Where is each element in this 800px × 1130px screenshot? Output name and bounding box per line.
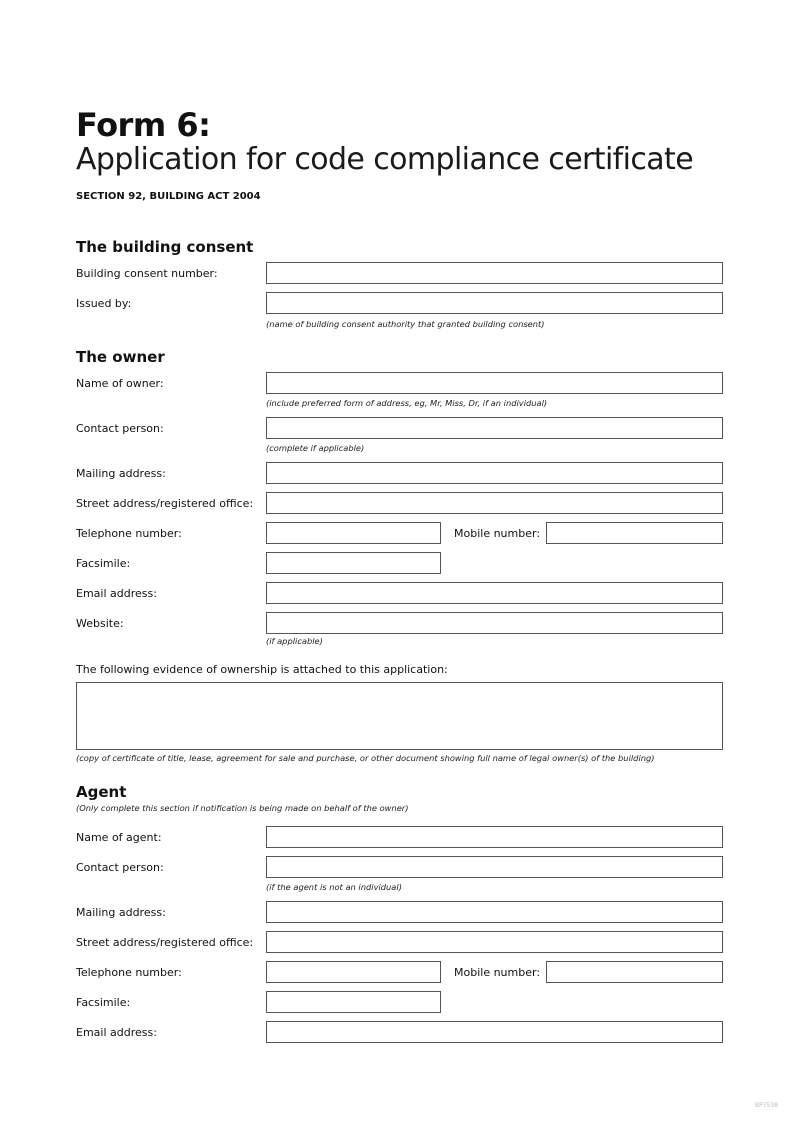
owner-website-field[interactable] — [266, 612, 723, 634]
section-heading-agent: Agent — [76, 783, 127, 801]
label-owner-phone: Telephone number: — [76, 527, 182, 540]
agent-subnote: (Only complete this section if notification is being made on behalf of the owner) — [76, 803, 409, 813]
statute-reference: SECTION 92, BUILDING ACT 2004 — [76, 191, 261, 202]
owner-mailing-field[interactable] — [266, 462, 723, 484]
agent-email-field[interactable] — [266, 1021, 723, 1043]
owner-website-note: (if applicable) — [266, 636, 323, 646]
label-owner-name: Name of owner: — [76, 377, 164, 390]
label-agent-email: Email address: — [76, 1026, 157, 1039]
evidence-note: (copy of certificate of title, lease, agreement for sale and purchase, or other document showing full name of legal owner(s) of the building) — [76, 753, 655, 763]
label-evidence: The following evidence of ownership is attached to this application: — [76, 663, 448, 676]
label-owner-website: Website: — [76, 617, 124, 630]
consent-number-field[interactable] — [266, 262, 723, 284]
label-agent-name: Name of agent: — [76, 831, 162, 844]
label-agent-phone: Telephone number: — [76, 966, 182, 979]
label-agent-fax: Facsimile: — [76, 996, 131, 1009]
agent-contact-field[interactable] — [266, 856, 723, 878]
document-code: BP7538 — [755, 1102, 779, 1109]
agent-mailing-field[interactable] — [266, 901, 723, 923]
owner-mobile-field[interactable] — [546, 522, 723, 544]
agent-name-field[interactable] — [266, 826, 723, 848]
label-owner-email: Email address: — [76, 587, 157, 600]
agent-street-field[interactable] — [266, 931, 723, 953]
section-heading-building-consent: The building consent — [76, 238, 254, 256]
issued-by-field[interactable] — [266, 292, 723, 314]
page-title: Application for code compliance certificate — [76, 142, 694, 177]
label-owner-mobile: Mobile number: — [454, 527, 541, 540]
evidence-field[interactable] — [76, 682, 723, 750]
owner-contact-field[interactable] — [266, 417, 723, 439]
agent-phone-field[interactable] — [266, 961, 441, 983]
label-owner-fax: Facsimile: — [76, 557, 131, 570]
owner-name-field[interactable] — [266, 372, 723, 394]
label-issued-by: Issued by: — [76, 297, 132, 310]
label-owner-contact: Contact person: — [76, 422, 164, 435]
agent-contact-note: (if the agent is not an individual) — [266, 882, 402, 892]
label-consent-number: Building consent number: — [76, 267, 218, 280]
owner-street-field[interactable] — [266, 492, 723, 514]
agent-fax-field[interactable] — [266, 991, 441, 1013]
label-owner-street: Street address/registered office: — [76, 497, 254, 510]
owner-phone-field[interactable] — [266, 522, 441, 544]
label-agent-contact: Contact person: — [76, 861, 164, 874]
label-owner-mailing: Mailing address: — [76, 467, 166, 480]
form-number: Form 6: — [76, 106, 211, 144]
label-agent-mobile: Mobile number: — [454, 966, 541, 979]
section-heading-owner: The owner — [76, 348, 165, 366]
label-agent-mailing: Mailing address: — [76, 906, 166, 919]
owner-email-field[interactable] — [266, 582, 723, 604]
owner-fax-field[interactable] — [266, 552, 441, 574]
issued-by-note: (name of building consent authority that granted building consent) — [266, 319, 545, 329]
label-agent-street: Street address/registered office: — [76, 936, 254, 949]
owner-name-note: (include preferred form of address, eg, Mr, Miss, Dr, if an individual) — [266, 398, 548, 408]
owner-contact-note: (complete if applicable) — [266, 443, 365, 453]
agent-mobile-field[interactable] — [546, 961, 723, 983]
